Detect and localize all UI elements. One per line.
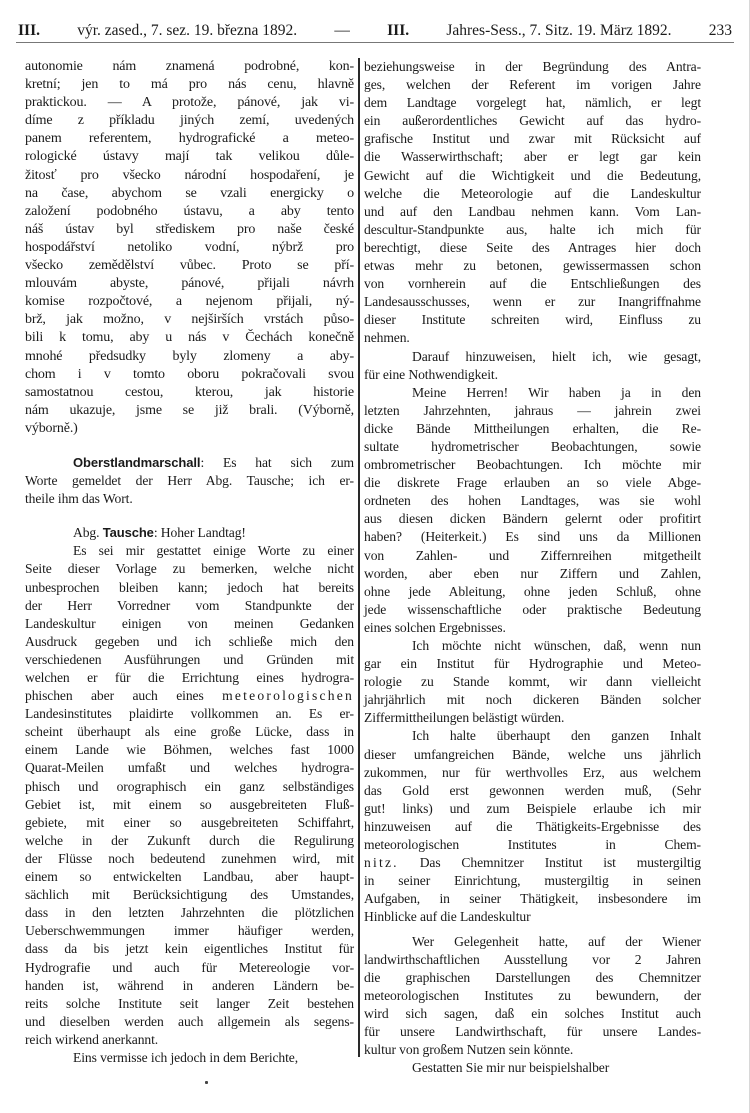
print-speck [205, 1081, 208, 1084]
text-line: všecko zemědělství vůbec. Proto se pří- [25, 258, 354, 274]
text-line: handen ist, während in anderen Ländern be- [25, 977, 354, 993]
page-number: 233 [708, 22, 732, 39]
text-line: für eine Nothwendigkeit. [364, 366, 498, 382]
text-line: dieser Institute schreiten wird, Einfluss zu [364, 312, 701, 328]
text-line: rologické ústavy mají tak velikou důle- [25, 149, 354, 165]
text-line: Gebiet ist, mit einem so ausgebreiteten Fluß- [25, 796, 354, 812]
paragraph [364, 637, 701, 727]
text-line: landwirthschaftlichen Ausstellung vor 2 Jahren [364, 951, 701, 967]
text-line: Quarat-Meilen umfaßt und welches hydrogra- [25, 760, 354, 776]
right-column [364, 58, 701, 1077]
text-line: Ueberschwemmungen immer häufiger werden, [25, 923, 354, 939]
text-line: Meine Herren! Wir haben ja in den [412, 384, 701, 400]
text-line: kultur von großem Nutzen sein könnte. [364, 1042, 574, 1058]
text-line: gar ein Institut für Hydrographie und Meteo- [364, 656, 701, 672]
text-line: dieser umfangreichen Bände, welche uns jährlich [364, 746, 701, 762]
text-line: reich wirkend anerkannt. [25, 1031, 159, 1047]
text-line: dass in den letzten Jahrzehnten die plötzlichen [25, 905, 354, 921]
text-line: beziehungsweise in der Begründung des Antra- [364, 59, 701, 74]
text-line: ges, welchen der Referent im vorigen Jahre [364, 77, 701, 93]
text-line: und auf den Landbau nehmen kann. Vom Lan- [364, 203, 701, 219]
text-line: die diskrete Frage erlauben an so viele Abge- [364, 475, 701, 491]
text-line: výborně.) [25, 420, 78, 436]
text-line: haben? (Heiterkeit.) Es sind uns da Millionen [364, 529, 701, 545]
text-line: brž, jak možno, v nejširších vrstách půso- [25, 312, 354, 328]
text-line: Wer Gelegenheit hatte, auf der Wiener [412, 933, 701, 949]
text-line: einem so entwickelten Landbau, aber haupt- [25, 869, 354, 885]
text-line: aus diesen dicken Bändern gelernt oder profitirt [364, 511, 701, 527]
text-line: welche in der Zukunft durch die Regulirung [25, 832, 354, 848]
running-header [18, 22, 732, 40]
text-line: kretní; jen to má pro nás cenu, hlavně [25, 77, 354, 93]
text-line: Seite dieser Vorlage zu bemerken, welche nicht [25, 561, 354, 577]
text-line: Ziffermittheilungen belästigt würden. [364, 710, 565, 726]
speech-address: : Hoher Landtag! [153, 525, 246, 541]
text-line: jahrjährlich mit noch dickeren Bänden solcher [364, 692, 701, 708]
text-line: gut! links) und zum Beispiele erlaube ich mir [364, 800, 701, 816]
text-line: worden, aber eben nur Ziffern und Zahlen, [364, 565, 701, 581]
text-line: etwas mehr zu betonen, gewissermassen schon [364, 258, 701, 274]
text-line: descultur-Standpunkte aus, halte ich mich für [364, 221, 701, 237]
marshal-statement [25, 454, 354, 508]
text-line: chom i v tomto oboru pokračovali svou [25, 366, 354, 382]
tausche-speech [25, 524, 354, 1067]
paragraph [364, 727, 701, 836]
text-line: zukommen, nur für werthvolles Erz, aus welchem [364, 764, 701, 780]
header-session-roman-cz: III. [18, 22, 40, 39]
text-line: in seiner Einrichtung, mustergiltig in seinen [364, 873, 701, 889]
text-line: der Herr Vorredner vom Standpunkte der [25, 597, 354, 613]
text-line: díme z příkladu jiných zemí, uvedených [25, 113, 354, 129]
text-line: Hydrografie und auch für Metereologie vor- [25, 959, 354, 975]
text-line: für unsere Landwirthschaft, für unsere Landes- [364, 1023, 701, 1039]
spaced-word: nitz. [364, 855, 399, 871]
text-line: wird sich sagen, daß ein solches Institut auch [364, 1005, 701, 1021]
text-line: und dieselben werden auch allgemein als segens- [25, 1013, 354, 1029]
paragraph [364, 872, 701, 926]
text-line: der Flüsse noch bedeutend zunehmen wird, mit [25, 850, 354, 866]
paragraph [364, 58, 701, 348]
header-session-cz: výr. zased., 7. sez. 19. března 1892. [77, 22, 298, 39]
text-line: ein außerordentliches Gewicht auf das hydro- [364, 113, 701, 129]
header-session-de: Jahres-Sess., 7. Sitz. 19. März 1892. [446, 22, 672, 39]
text-line: ombrometrischer Beobachtungen. Ich möchte mir [364, 457, 701, 473]
text-line: ordneten des hohen Landtages, was sie wohl [364, 493, 701, 509]
text-line: Ich möchte nicht wünschen, daß, wenn nun [412, 638, 701, 653]
text-line: Aufgaben, in seiner Thätigkeit, insbesondere im [364, 891, 701, 907]
paragraph [364, 384, 701, 637]
paragraph [364, 933, 701, 1060]
text-line: Ich halte überhaupt den ganzen Inhalt [412, 728, 701, 744]
marshal-text-3: theile ihm das Wort. [25, 491, 133, 507]
marshal-text-1: : Es hat sich zum [200, 454, 354, 470]
speaker-name: Oberstlandmarschall [73, 454, 201, 470]
text-line: meteorologischen Institutes zu bewundern, der [364, 987, 701, 1003]
text-line: die Wasserwirthschaft; aber er legt gar kein [364, 149, 701, 165]
text-line: mnohé předsudky byly zlomeny a aby- [25, 348, 354, 364]
text-line: Landesinstitutes plaidirte vollkommen an. Es er- [25, 706, 354, 722]
text-line: das Gold erst gewonnen werden muß, (Sehr [364, 782, 701, 798]
header-rule [16, 42, 734, 43]
text-line: gebiete, mit einer so ausgebreiteten Schiffahrt, [25, 814, 354, 830]
text-line: Landeskultur einigen von meinen Gedanken [25, 615, 354, 631]
marshal-text-2: Worte gemeldet der Herr Abg. Tausche; ich er- [25, 473, 354, 489]
text-line: reits solche Institute seit langer Zeit bestehen [25, 995, 354, 1011]
text-line: Hinblicke auf die Landeskultur [364, 909, 531, 925]
text-line: hinzuweisen auf die Thätigkeits-Ergebnisse des [364, 818, 701, 834]
text-line: welche die Meteorologie auf die Landeskultur [364, 185, 701, 201]
text-line: panem referentem, hydrografické a meteo- [25, 131, 354, 147]
text-line: berechtigt, diese Seite des Antrages hier doch [364, 239, 701, 255]
left-column [25, 58, 354, 1067]
text-line: sultate hydrometrischer Beobachtungen, sowie [364, 438, 701, 454]
text-fragment: Das Chemnitzer Institut ist mustergiltig [419, 855, 701, 871]
text-line: rologie zu Stande kommt, wir dann vielleicht [364, 674, 701, 690]
text-line: Darauf hinzuweisen, hielt ich, wie gesagt, [412, 348, 701, 364]
text-line: Eins vermisse ich jedoch in dem Berichte, [73, 1049, 299, 1065]
text-line [364, 854, 701, 872]
text-line [25, 687, 354, 705]
text-line: nehmen. [364, 330, 410, 346]
text-line: meteorologischen Institutes in Chem- [364, 837, 701, 853]
header-dash: — [334, 22, 350, 39]
header-session-roman-de: III. [387, 22, 410, 39]
czech-paragraph [25, 58, 354, 438]
speaker-prefix: Abg. [73, 525, 100, 541]
text-line: welchen er für die Errichtung eines hydrogra- [25, 670, 354, 685]
text-line: praktickou. — A protože, pánové, jak vi- [25, 95, 354, 111]
text-line: jede wissenschaftliche oder praktische Bedeutung [364, 601, 701, 617]
text-line: dass da bis jetzt kein eigentliches Institut für [25, 941, 354, 957]
text-line: eines solchen Ergebnisses. [364, 619, 506, 635]
text-line: unbesprochen bleiben kann; jedoch hat bereits [25, 579, 354, 595]
text-line: nám ukazuje, jsme se již brali. (Výborně, [25, 402, 354, 418]
text-line: Landesausschusses, wenn er zur Inangriffnahme [364, 294, 701, 310]
text-line: samostatnou cestou, kterou, jak historie [25, 384, 354, 400]
text-line: phisch und orographisch ein ganz selbständiges [25, 778, 354, 794]
text-line: hospodářství netoliko vodní, nýbrž pro [25, 239, 354, 255]
text-line: ohne jede Ableitung, ohne jeden Schluß, ohne [364, 583, 701, 599]
text-fragment: phischen aber auch eines [25, 688, 204, 704]
text-line: Es sei mir gestattet einige Worte zu einer [73, 543, 354, 559]
spaced-word: meteorologischen [222, 688, 354, 704]
text-line: bili k tomu, aby u nás v Čechách konečně [25, 330, 354, 346]
text-line: scheint überhaupt als eine große Lücke, dass in [25, 724, 354, 740]
text-line: Gestatten Sie mir nur beispielshalber [412, 1060, 610, 1076]
text-line: Ausdruck gegeben und ich schließe mich den [25, 633, 354, 649]
text-line: einem Lande wie Böhmen, welches fast 1000 [25, 742, 354, 758]
text-line: Gewicht auf die Wichtigkeit und die Bedeutung, [364, 167, 701, 183]
text-line: die graphischen Darstellungen des Chemnitzer [364, 969, 701, 985]
text-line: založení podobného ústavu, a aby tento [25, 203, 354, 219]
text-line: náš ústav byl střediskem pro naše české [25, 221, 354, 237]
text-line: sächlich mit Berücksichtigung des Umstandes, [25, 887, 354, 903]
column-divider [358, 58, 360, 1057]
text-line: žitosť pro všecko národní hospodaření, je [25, 167, 354, 183]
text-line: autonomie nám znamená podrobné, kon- [25, 59, 354, 74]
text-line: dem Landtage vorgelegt hat, nämlich, er legt [364, 95, 701, 111]
speaker-name: Tausche [102, 525, 154, 541]
paragraph [364, 348, 701, 384]
text-line: grafische Institut und zwar mit Rücksicht auf [364, 131, 701, 147]
text-line: dicke Bände Mittheilungen erhalten, die Re- [364, 420, 701, 436]
text-line: verschiedenen Ausführungen und Gründen mit [25, 651, 354, 667]
text-line: von vornherein auf die Entschließungen des [364, 276, 701, 292]
text-line: von Zahlen- und Ziffernreihen mitgetheilt [364, 547, 701, 563]
text-line: na čase, abychom se vzali energicky o [25, 185, 354, 201]
text-line: letzten Jahrzehnten, jahraus — jahrein zwei [364, 402, 701, 418]
text-line: komise rozpočtové, a nejenom přijali, ný- [25, 294, 354, 310]
text-line: mlouvám abyste, pánové, přijali návrh [25, 276, 354, 292]
